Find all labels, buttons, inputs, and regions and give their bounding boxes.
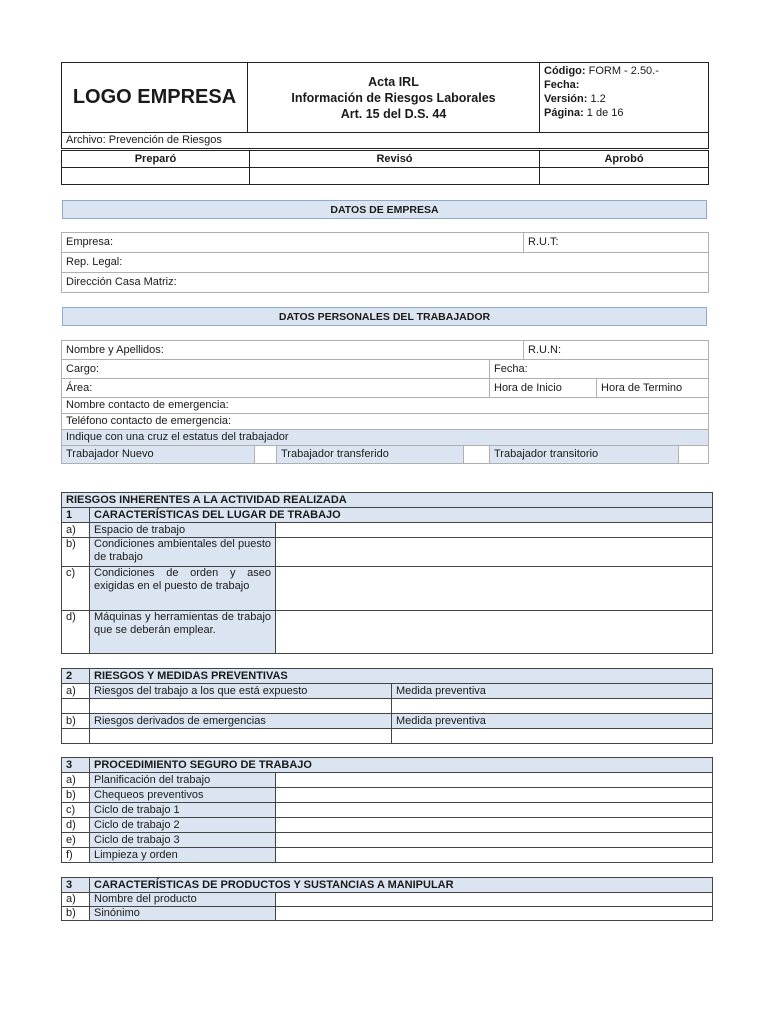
trabajador-transitorio-checkbox[interactable] — [679, 446, 709, 464]
approval-table — [61, 150, 709, 185]
pagina-value: 1 de 16 — [586, 107, 624, 119]
codigo-value: FORM - 2.50.- — [588, 65, 659, 77]
row-label: Espacio de trabajo — [90, 523, 276, 538]
row-value-field[interactable] — [276, 848, 713, 863]
fecha-label: Fecha: — [544, 79, 580, 91]
title-line-3: Art. 15 del D.S. 44 — [340, 106, 447, 121]
company-logo: LOGO EMPRESA — [62, 63, 248, 133]
row-letter: a) — [62, 523, 90, 538]
row-letter-blank — [62, 729, 90, 744]
row-letter: c) — [62, 803, 90, 818]
row-value-field[interactable] — [276, 538, 713, 567]
preparo-header: Preparó — [62, 151, 250, 168]
run-field[interactable]: R.U.N: — [524, 341, 709, 360]
aprobo-signature-field[interactable] — [540, 168, 709, 185]
row-value-field[interactable] — [276, 907, 713, 921]
row-letter-blank — [62, 699, 90, 714]
direccion-field[interactable]: Dirección Casa Matriz: — [62, 273, 709, 293]
row-value-field[interactable] — [276, 818, 713, 833]
empresa-table — [61, 232, 709, 293]
productos-table — [61, 877, 713, 921]
row-letter: f) — [62, 848, 90, 863]
row-letter: d) — [62, 818, 90, 833]
row-letter: b) — [62, 538, 90, 567]
row-letter: a) — [62, 684, 90, 699]
row-label: Riesgos del trabajo a los que está expuesto — [90, 684, 392, 699]
riesgo-value-field[interactable] — [90, 699, 392, 714]
row-value-field[interactable] — [276, 773, 713, 788]
document-meta — [540, 63, 709, 133]
document-title — [248, 63, 540, 133]
row-label: Planificación del trabajo — [90, 773, 276, 788]
preparo-signature-field[interactable] — [62, 168, 250, 185]
row-letter: b) — [62, 907, 90, 921]
row-label: Sinónimo — [90, 907, 276, 921]
title-line-1: Acta IRL — [368, 74, 419, 89]
trabajador-nuevo-label: Trabajador Nuevo — [62, 446, 255, 464]
empresa-field[interactable]: Empresa: — [62, 233, 524, 253]
aprobo-header: Aprobó — [540, 151, 709, 168]
trabajador-transferido-checkbox[interactable] — [464, 446, 490, 464]
row-letter: a) — [62, 893, 90, 907]
row-label: Chequeos preventivos — [90, 788, 276, 803]
medida-label: Medida preventiva — [392, 714, 713, 729]
section-1-number: 1 — [62, 508, 90, 523]
section-4-title: CARACTERÍSTICAS DE PRODUCTOS Y SUSTANCIAS A MANIPULAR — [90, 878, 713, 893]
hora-termino-field[interactable]: Hora de Termino — [597, 379, 709, 398]
trabajador-transferido-label: Trabajador transferido — [277, 446, 464, 464]
row-letter: e) — [62, 833, 90, 848]
riesgo-value-field[interactable] — [90, 729, 392, 744]
row-label: Máquinas y herramientas de trabajo que se deberán emplear. — [90, 611, 276, 654]
section-1-title: CARACTERÍSTICAS DEL LUGAR DE TRABAJO — [90, 508, 713, 523]
hora-inicio-field[interactable]: Hora de Inicio — [490, 379, 597, 398]
trabajador-nuevo-checkbox[interactable] — [255, 446, 277, 464]
archivo-field: Archivo: Prevención de Riesgos — [62, 133, 709, 149]
riesgos-caracteristicas-table — [61, 492, 713, 654]
datos-empresa-title: DATOS DE EMPRESA — [62, 200, 707, 219]
medida-value-field[interactable] — [392, 729, 713, 744]
riesgos-medidas-table — [61, 668, 713, 744]
row-value-field[interactable] — [276, 803, 713, 818]
version-label: Versión: — [544, 93, 588, 105]
rut-field[interactable]: R.U.T: — [524, 233, 709, 253]
title-line-2: Información de Riesgos Laborales — [291, 90, 496, 105]
section-2-title: RIESGOS Y MEDIDAS PREVENTIVAS — [90, 669, 713, 684]
section-3-title: PROCEDIMIENTO SEGURO DE TRABAJO — [90, 758, 713, 773]
contacto-nombre-field[interactable]: Nombre contacto de emergencia: — [62, 398, 709, 414]
nombre-field[interactable]: Nombre y Apellidos: — [62, 341, 524, 360]
row-label: Ciclo de trabajo 3 — [90, 833, 276, 848]
reviso-header: Revisó — [250, 151, 540, 168]
procedimiento-table — [61, 757, 713, 863]
row-label: Condiciones ambientales del puesto de trabajo — [90, 538, 276, 567]
riesgos-title: RIESGOS INHERENTES A LA ACTIVIDAD REALIZADA — [62, 493, 713, 508]
row-value-field[interactable] — [276, 567, 713, 611]
medida-label: Medida preventiva — [392, 684, 713, 699]
document-header — [61, 62, 709, 149]
estatus-instruction: Indique con una cruz el estatus del trabajador — [62, 430, 709, 446]
section-4-number: 3 — [62, 878, 90, 893]
reviso-signature-field[interactable] — [250, 168, 540, 185]
codigo-label: Código: — [544, 65, 586, 77]
fecha-field[interactable]: Fecha: — [490, 360, 709, 379]
section-3-number: 3 — [62, 758, 90, 773]
row-value-field[interactable] — [276, 523, 713, 538]
cargo-field[interactable]: Cargo: — [62, 360, 490, 379]
trabajador-table — [61, 340, 709, 464]
row-letter: d) — [62, 611, 90, 654]
row-letter: b) — [62, 714, 90, 729]
row-label: Limpieza y orden — [90, 848, 276, 863]
contacto-telefono-field[interactable]: Teléfono contacto de emergencia: — [62, 414, 709, 430]
medida-value-field[interactable] — [392, 699, 713, 714]
row-value-field[interactable] — [276, 893, 713, 907]
row-value-field[interactable] — [276, 611, 713, 654]
pagina-label: Página: — [544, 107, 584, 119]
area-field[interactable]: Área: — [62, 379, 490, 398]
section-2-number: 2 — [62, 669, 90, 684]
row-value-field[interactable] — [276, 788, 713, 803]
version-value: 1.2 — [590, 93, 606, 105]
row-label: Ciclo de trabajo 1 — [90, 803, 276, 818]
row-label: Ciclo de trabajo 2 — [90, 818, 276, 833]
row-letter: c) — [62, 567, 90, 611]
row-value-field[interactable] — [276, 833, 713, 848]
row-label: Riesgos derivados de emergencias — [90, 714, 392, 729]
row-label: Condiciones de orden y aseo exigidas en el puesto de trabajo — [90, 567, 276, 611]
datos-trabajador-title: DATOS PERSONALES DEL TRABAJADOR — [62, 307, 707, 326]
trabajador-transitorio-label: Trabajador transitorio — [490, 446, 679, 464]
row-letter: a) — [62, 773, 90, 788]
row-letter: b) — [62, 788, 90, 803]
rep-legal-field[interactable]: Rep. Legal: — [62, 253, 709, 273]
row-label: Nombre del producto — [90, 893, 276, 907]
